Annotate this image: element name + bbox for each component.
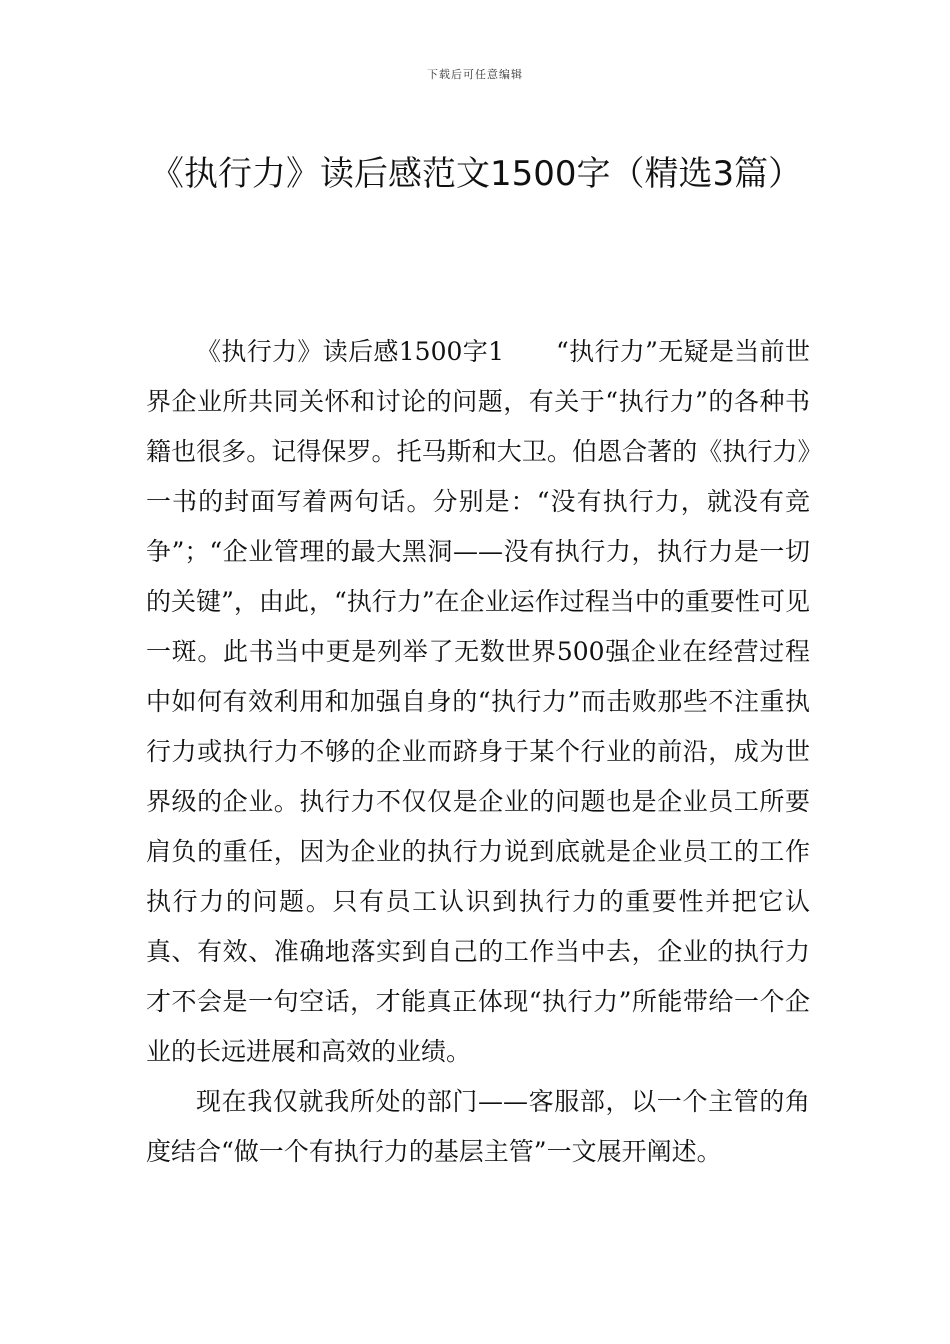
paragraph-1 [146, 327, 810, 1077]
document-body [146, 327, 810, 1177]
paragraph-2 [146, 1077, 810, 1177]
document-title: 《执行力》读后感范文1500字（精选3篇） [150, 153, 803, 194]
paragraph-1-text: “执行力”无疑是当前世界企业所共同关怀和讨论的问题，有关于“执行力”的各种书籍也很多。记得保罗。托马斯和大卫。伯恩合著的《执行力》一书的封面写着两句话。分别是：“没有执行力，就没有竞争”；“企业管理的最大黑洞——没有执行力，执行力是一切的关键”，由此，“执行力”在企业运作过程当中的重要性可见一斑。此书当中更是列举了无数世界500强企业在经营过程中如何有效利用和加强自身的“执行力”而击败那些不注重执行力或执行力不够的企业而跻身于某个行业的前沿，成为世界级的企业。执行力不仅仅是企业的问题也是企业员工所要肩负的重任，因为企业的执行力说到底就是企业员工的工作执行力的问题。只有员工认识到执行力的重要性并把它认真、有效、准确地落实到自己的工作当中去，企业的执行力才不会是一句空话，才能真正体现“执行力”所能带给一个企业的长远进展和高效的业绩。 [146, 337, 810, 1066]
paragraph-2-text: 现在我仅就我所处的部门——客服部，以一个主管的角度结合“做一个有执行力的基层主管”一文展开阐述。 [146, 1087, 810, 1166]
paragraph-1-heading: 《执行力》读后感1500字1 [196, 337, 504, 366]
header-note: 下载后可任意编辑 [427, 68, 523, 81]
